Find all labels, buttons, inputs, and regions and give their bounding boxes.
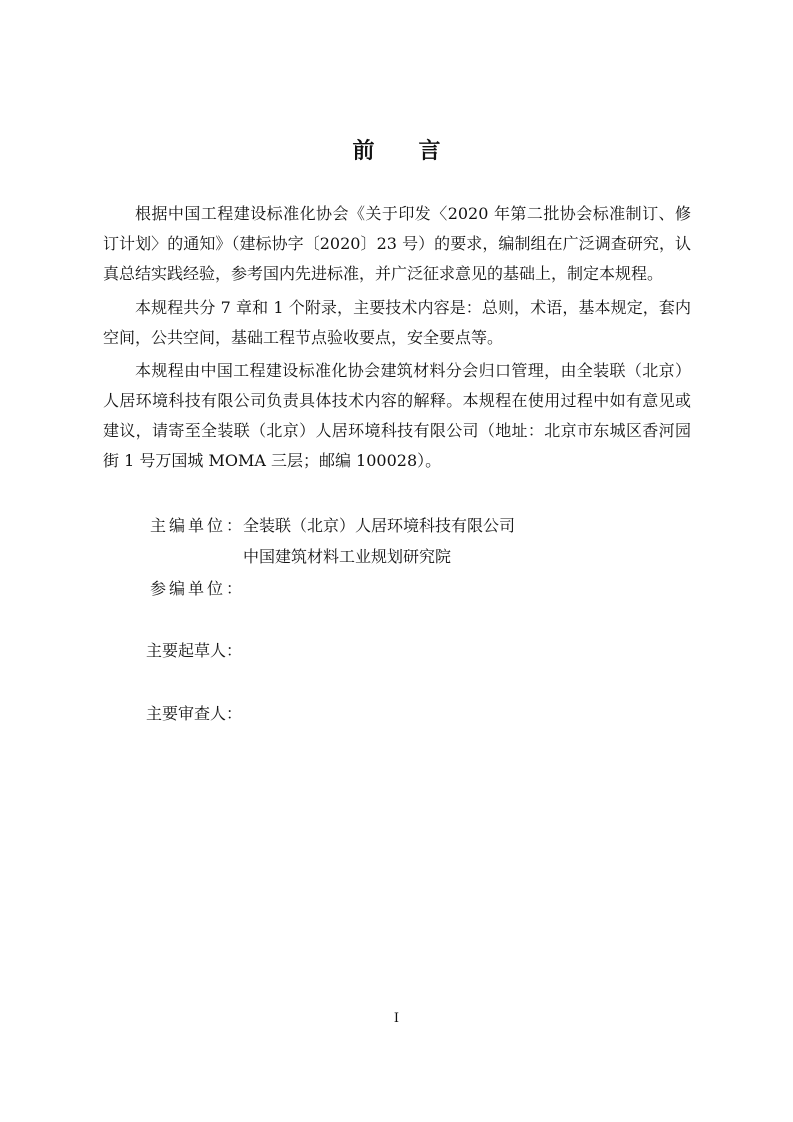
participating-unit-label: 参编单位：	[150, 579, 246, 598]
page-number: I	[393, 1011, 400, 1026]
paragraph-3: 本规程由中国工程建设标准化协会建筑材料分会归口管理，由全装联（北京）人居环境科技有限公司负责具体技术内容的解释。本规程在使用过程中如有意见或建议，请寄至全装联（北京）人居环境科技有限公司（地址：北京市东城区香河园街 1 号万国城 MOMA 三层；邮编 100028）。	[103, 361, 691, 470]
chief-editor-label: 主编单位：	[150, 516, 246, 535]
title-char-2: 言	[418, 138, 441, 164]
paragraph-1: 根据中国工程建设标准化协会《关于印发〈2020 年第二批协会标准制订、修订计划〉的通知》（建标协字〔2020〕23 号）的要求，编制组在广泛调查研究，认真总结实践经验，参考国内先进标准，并广泛征求意见的基础上，制定本规程。	[103, 204, 691, 283]
title-char-1: 前	[352, 138, 375, 164]
chief-editor-unit-1: 全装联（北京）人居环境科技有限公司	[243, 516, 516, 535]
main-reviewers-label: 主要审查人：	[146, 704, 243, 723]
chief-editor-unit-2: 中国建筑材料工业规划研究院	[243, 547, 452, 566]
main-drafters-label: 主要起草人：	[146, 641, 243, 660]
page-title	[0, 134, 793, 165]
paragraph-2: 本规程共分 7 章和 1 个附录，主要技术内容是：总则，术语，基本规定，套内空间，公共空间，基础工程节点验收要点，安全要点等。	[103, 298, 691, 347]
